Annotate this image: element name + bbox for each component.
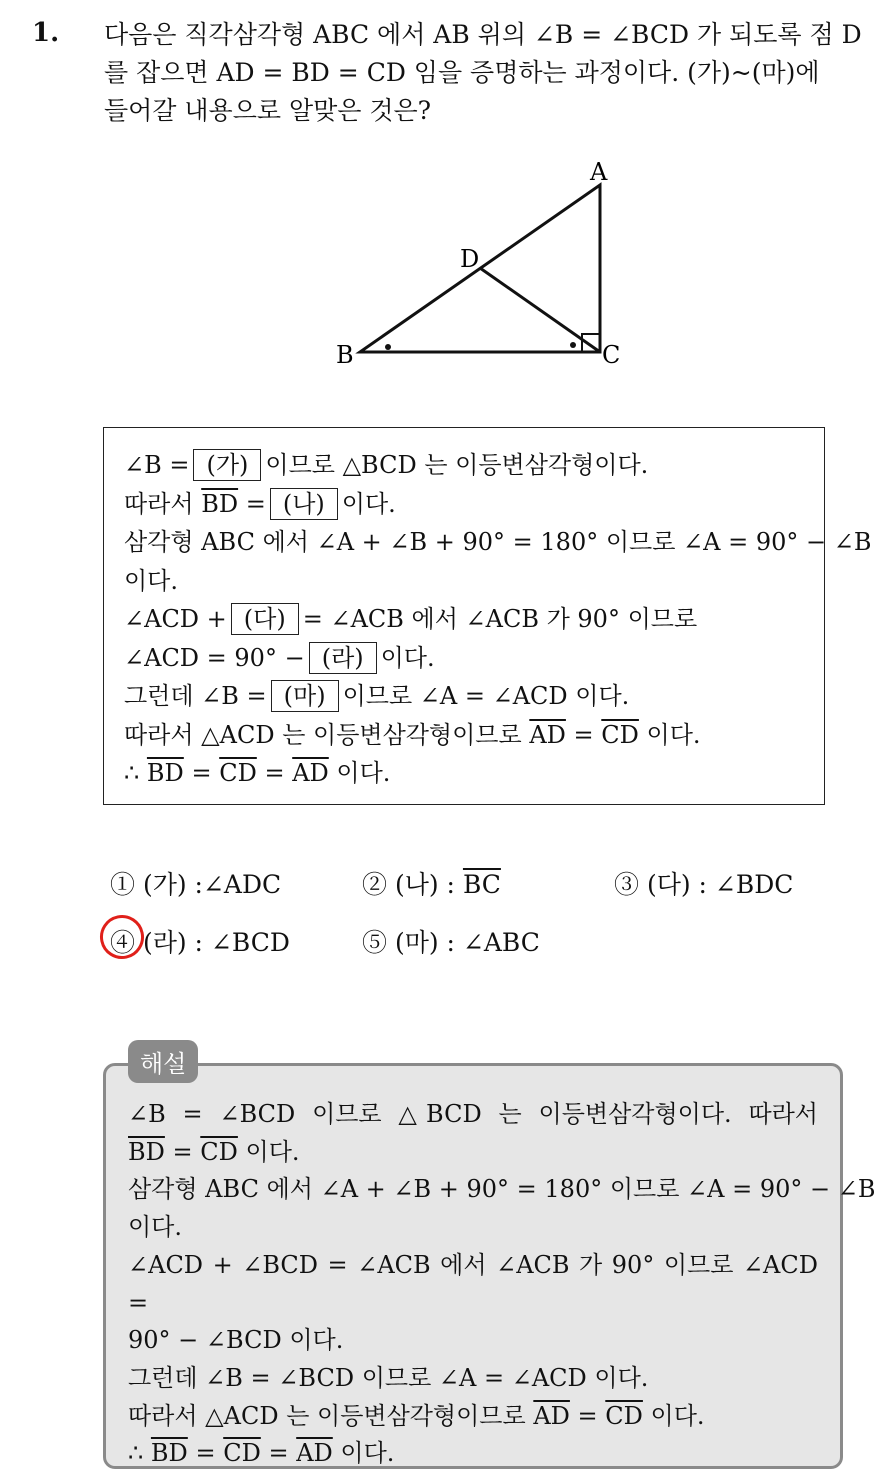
choice-5[interactable]: ⑤ (마) : ∠ABC [362,928,540,957]
solution-text: 이다. [245,1137,300,1166]
proof-text: ∠ACD + [124,605,227,633]
solution-text: = [268,1439,289,1468]
proof-line-1 [124,446,804,485]
segment-bd: $\overline{BD}$ [201,489,239,518]
label-d: D [460,245,480,273]
proof-line-5 [124,600,804,639]
solution-line-3: 삼각형 ABC 에서 ∠A + ∠B + 90° = 180° 이므로 ∠A = 90° − ∠B [128,1175,876,1204]
solution-line-4: 이다. [128,1213,182,1242]
solution-line-7: 그런데 ∠B = ∠BCD 이므로 ∠A = ∠ACD 이다. [128,1363,649,1392]
choice-4[interactable] [110,923,290,959]
angle-dot-b [385,344,391,350]
proof-text: = [191,759,212,787]
solution-line-6: 90° − ∠BCD 이다. [128,1326,344,1355]
proof-text: 따라서 [124,489,194,518]
choice-1[interactable]: ① (가) :∠ADC [110,870,282,899]
segment-ad: $\overline{AD}$ [296,1439,333,1468]
proof-text: ∠ACD = 90° − [124,643,305,672]
blank-na: (나) [270,488,338,520]
choice-2-label: ② (나) : [362,870,455,899]
solution-text: = [577,1401,598,1430]
proof-text: 이므로 △BCD 는 이등변삼각형이다. [265,451,649,479]
solution-text: 이다. [340,1439,395,1468]
segment-bc: $\overline{BC}$ [462,870,501,899]
proof-text: 이다. [646,720,701,749]
solution-line-2 [128,1134,818,1172]
proof-line-9 [124,754,804,793]
proof-text: 이므로 ∠A = ∠ACD 이다. [342,682,630,710]
segment-cd: $\overline{CD}$ [601,720,639,749]
proof-line-6 [124,639,804,678]
therefore-symbol: ∴ [124,759,140,787]
proof-text: 이다. [380,643,435,672]
choice-2[interactable] [362,865,501,901]
segment-bd: $\overline{BD}$ [146,759,184,787]
proof-line-4: 이다. [124,566,178,595]
blank-da: (다) [231,603,299,635]
proof-text: 이다. [336,759,391,787]
proof-text: 그런데 ∠B = [124,682,267,710]
proof-line-2 [124,485,804,524]
question-line-3: 들어갈 내용으로 알맞은 것은? [104,96,432,125]
solution-line-9 [128,1435,818,1473]
choice-3[interactable]: ③ (다) : ∠BDC [614,870,794,899]
question-text [104,16,864,130]
solution-text: 따라서 △ACD 는 이등변삼각형이므로 [128,1401,526,1430]
blank-ga: (가) [193,449,261,481]
segment-cd: $\overline{CD}$ [200,1137,238,1166]
proof-line-7 [124,677,804,716]
solution-line-1: ∠B = ∠BCD 이므로 △BCD 는 이등변삼각형이다. 따라서 [128,1100,818,1128]
label-a: A [590,158,608,186]
triangle-figure [330,155,650,375]
solution-text: = [195,1439,216,1468]
question-line-2: 를 잡으면 AD = BD = CD 임을 증명하는 과정이다. (가)~(마)에 [104,58,820,87]
segment-ad: $\overline{AD}$ [529,720,566,749]
solution-box [103,1063,876,1469]
therefore-symbol: ∴ [128,1439,144,1468]
segment-bd: $\overline{BD}$ [128,1137,165,1166]
segment-bd: $\overline{BD}$ [150,1439,188,1468]
segment-cd: $\overline{CD}$ [219,759,257,787]
proof-text: = ∠ACB 에서 ∠ACB 가 90° 이므로 [302,605,698,633]
solution-text: 이다. [650,1401,705,1430]
label-c: C [602,341,621,369]
solution-line-8 [128,1398,818,1436]
segment-cd: $\overline{CD}$ [605,1401,643,1430]
question-line-1: 다음은 직각삼각형 ABC 에서 AB 위의 ∠B = ∠BCD 가 되도록 점 D [104,20,862,49]
proof-text: ∠B = [124,451,190,479]
question-number: 1. [32,18,60,48]
solution-line-5: ∠ACD + ∠BCD = ∠ACB 에서 ∠ACB 가 90° 이므로 ∠ACD = [128,1250,818,1317]
choice-4-label: ④ (라) : ∠BCD [110,928,290,957]
proof-box [103,427,872,805]
proof-text: = [264,759,285,787]
segment-ad: $\overline{AD}$ [533,1401,570,1430]
segment-ad: $\overline{AD}$ [292,759,329,787]
solution-text: = [172,1137,193,1166]
solution-tab: 해설 [128,1040,198,1083]
proof-line-8 [124,716,804,755]
segment-cd: $\overline{CD}$ [223,1439,261,1468]
blank-ma: (마) [271,680,339,712]
proof-text: 따라서 △ACD 는 이등변삼각형이므로 [124,720,522,749]
blank-ra: (라) [309,642,377,674]
proof-text: = [245,489,266,518]
angle-dot-c [570,342,576,348]
label-b: B [336,341,354,369]
proof-line-3: 삼각형 ABC 에서 ∠A + ∠B + 90° = 180° 이므로 ∠A = 90° − ∠B [124,528,872,556]
proof-text: 이다. [341,489,396,518]
proof-text: = [573,720,594,749]
